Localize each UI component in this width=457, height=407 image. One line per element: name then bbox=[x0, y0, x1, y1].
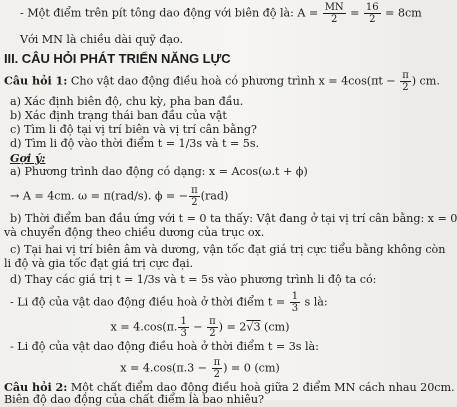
fraction: $\frac{\pi}{2}$ bbox=[402, 70, 409, 93]
question-1-a: a) Xác định biên độ, chu kỳ, pha ban đầu. bbox=[10, 95, 244, 108]
question-2-next: Biên độ dao động của chất điểm là bao nhiêu? bbox=[4, 393, 264, 406]
equation-2: x = 4.cos(π.3 − $\frac{\pi}{2}$ ) = 0 (cm) bbox=[120, 357, 280, 380]
question-1-d: d) Tìm li độ vào thời điểm t = 1/3s và t = 5s. bbox=[10, 137, 260, 150]
amplitude-text: - Một điểm trên pít tông dao động với biên độ là: A = bbox=[20, 6, 322, 20]
sqrt-3: √3 bbox=[246, 320, 261, 334]
trajectory-line: Với MN là chiều dài quỹ đạo. bbox=[20, 33, 183, 46]
hint-c-2: li độ và gia tốc đạt giá trị cực đại. bbox=[4, 257, 194, 270]
hint-c-1: c) Tại hai vị trí biên âm và dương, vận tốc đạt giá trị cực tiểu bằng không còn bbox=[10, 243, 446, 256]
hint-a-result: → A = 4cm. ω = π(rad/s). ϕ = − $\frac{\pi}{2}$ (rad) bbox=[10, 185, 229, 208]
fraction: $\frac{16}{2}$ bbox=[365, 2, 379, 25]
fraction: $\frac{1}{3}$ bbox=[291, 291, 299, 314]
amplitude-line: - Một điểm trên pít tông dao động với biên độ là: A = $\frac{MN}{2}$ = $\frac{16}{2}$ = 8cm bbox=[20, 2, 422, 25]
question-1: Câu hỏi 1: Cho vật dao động điều hoà có phương trình x = 4cos(πt − $\frac{\pi}{2}$ ) cm. bbox=[4, 70, 440, 93]
question-2: Câu hỏi 2: Một chất điểm dao động điều hoà giữa 2 điểm MN cách nhau 20cm. bbox=[4, 380, 455, 394]
fraction: $\frac{\pi}{2}$ bbox=[209, 316, 216, 339]
hint-label: Gợi ý: bbox=[10, 151, 46, 165]
hint-d: d) Thay các giá trị t = 1/3s và t = 5s vào phương trình li độ ta có: bbox=[10, 273, 377, 286]
fraction: $\frac{MN}{2}$ bbox=[324, 2, 344, 25]
equation-1: x = 4.cos(π. $\frac{1}{3}$ − $\frac{\pi}{2}$ ) = 2√3 (cm) bbox=[110, 316, 290, 339]
hint-d-2: - Li độ của vật dao động điều hoà ở thời điểm t = 3s là: bbox=[10, 340, 319, 353]
hint-a: a) Phương trình dao động có dạng: x = Acos(ω.t + ϕ) bbox=[10, 165, 308, 178]
section-heading: III. CÂU HỎI PHÁT TRIỂN NĂNG LỰC bbox=[4, 51, 231, 66]
fraction: $\frac{\pi}{2}$ bbox=[191, 185, 198, 208]
question-1-b: b) Xác định trạng thái ban đầu của vật bbox=[10, 109, 227, 122]
hint-b-1: b) Thời điểm ban đầu ứng với t = 0 ta thấy: Vật đang ở tại vị trí cân bằng: x = 0 bbox=[10, 212, 457, 225]
fraction: $\frac{1}{3}$ bbox=[180, 316, 187, 339]
hint-d-1: - Li độ của vật dao động điều hoà ở thời điểm t = $\frac{1}{3}$ s là: bbox=[10, 291, 328, 314]
question-1-c: c) Tìm li độ tại vị trí biên và vị trí cân bằng? bbox=[10, 123, 257, 136]
fraction: $\frac{\pi}{2}$ bbox=[213, 357, 221, 380]
hint-b-2: và chuyển động theo chiều dương của trục ox. bbox=[4, 226, 265, 239]
